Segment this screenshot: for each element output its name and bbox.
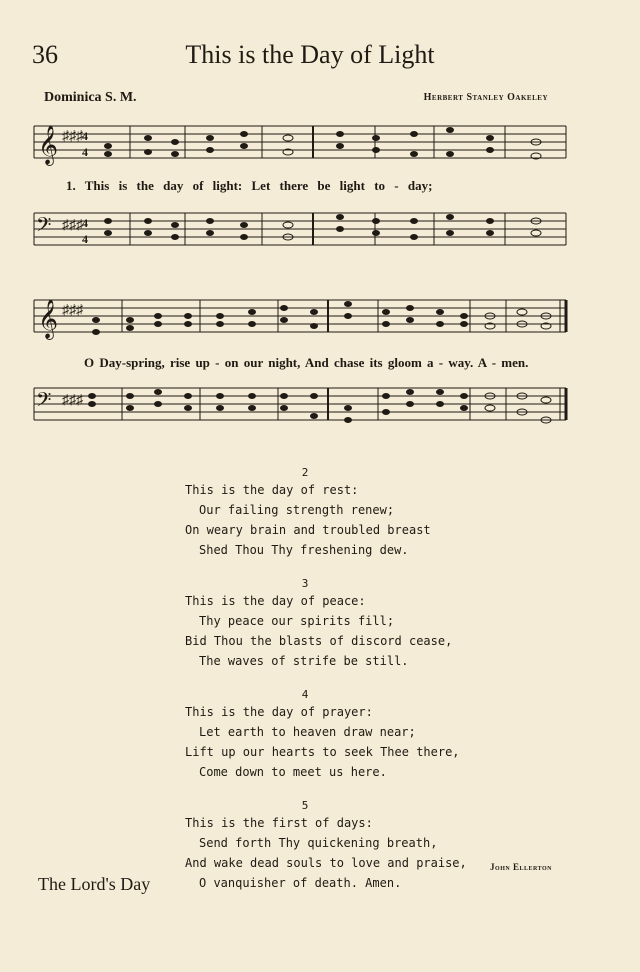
svg-text:♯♯♯: ♯♯♯	[62, 393, 83, 408]
stanza-4	[185, 688, 467, 785]
verse-line: Bid Thou the blasts of discord cease,	[185, 634, 453, 648]
verse-line: Let earth to heaven draw near;	[199, 725, 416, 739]
hymn-title: This is the Day of Light	[185, 40, 435, 69]
tune-name: Dominica S. M.	[44, 90, 137, 105]
svg-text:4: 4	[82, 232, 88, 246]
lyric-line-2: O Day-spring, rise up - on our night, And chase its gloom a - way. A - men.	[84, 355, 529, 370]
verse-line: This is the first of days:	[185, 816, 373, 830]
verse-line: Thy peace our spirits fill;	[199, 614, 395, 628]
svg-text:4: 4	[82, 145, 88, 159]
svg-text:𝄢: 𝄢	[36, 390, 52, 416]
verse-line: This is the day of rest:	[185, 483, 359, 497]
verse-line: This is the day of prayer:	[185, 705, 373, 719]
svg-text:𝄞: 𝄞	[38, 127, 59, 164]
lyric-line-1: 1. This is the day of light: Let there be light to - day;	[66, 178, 433, 193]
svg-text:♯♯♯: ♯♯♯	[62, 303, 83, 318]
stanza-5	[185, 799, 467, 896]
svg-text:♯♯♯: ♯♯♯	[62, 218, 83, 233]
bass-staff-2	[30, 380, 570, 430]
bass-staff-1	[30, 205, 570, 255]
author-name: John Ellerton	[490, 862, 552, 872]
svg-text:4: 4	[82, 129, 88, 143]
svg-text:4: 4	[82, 216, 88, 230]
stanza-number: 4	[301, 688, 309, 701]
stanza-number: 2	[301, 466, 309, 479]
verse-line: Our failing strength renew;	[199, 503, 395, 517]
verse-line: This is the day of peace:	[185, 594, 366, 608]
svg-text:𝄢: 𝄢	[36, 215, 52, 241]
verse-line: O vanquisher of death. Amen.	[199, 876, 402, 890]
stanza-2	[185, 466, 467, 563]
composer-name: Herbert Stanley Oakeley	[423, 92, 548, 103]
stanza-number: 5	[301, 799, 309, 812]
verse-line: Lift up our hearts to seek Thee there,	[185, 745, 460, 759]
verse-line: Shed Thou Thy freshening dew.	[199, 543, 409, 557]
stanza-3	[185, 577, 467, 674]
page-number: 36	[32, 40, 58, 69]
verse-line: On weary brain and troubled breast	[185, 523, 431, 537]
verse-line: And wake dead souls to love and praise,	[185, 856, 467, 870]
verse-line: Come down to meet us here.	[199, 765, 387, 779]
svg-text:♯♯♯: ♯♯♯	[62, 129, 83, 144]
section-label: The Lord's Day	[38, 874, 151, 894]
treble-staff-1	[30, 118, 570, 168]
verse-line: The waves of strife be still.	[199, 654, 409, 668]
stanza-number: 3	[301, 577, 309, 590]
verse-line: Send forth Thy quickening breath,	[199, 836, 438, 850]
treble-staff-2	[30, 292, 570, 342]
verses	[185, 466, 467, 910]
svg-text:𝄞: 𝄞	[38, 301, 59, 338]
